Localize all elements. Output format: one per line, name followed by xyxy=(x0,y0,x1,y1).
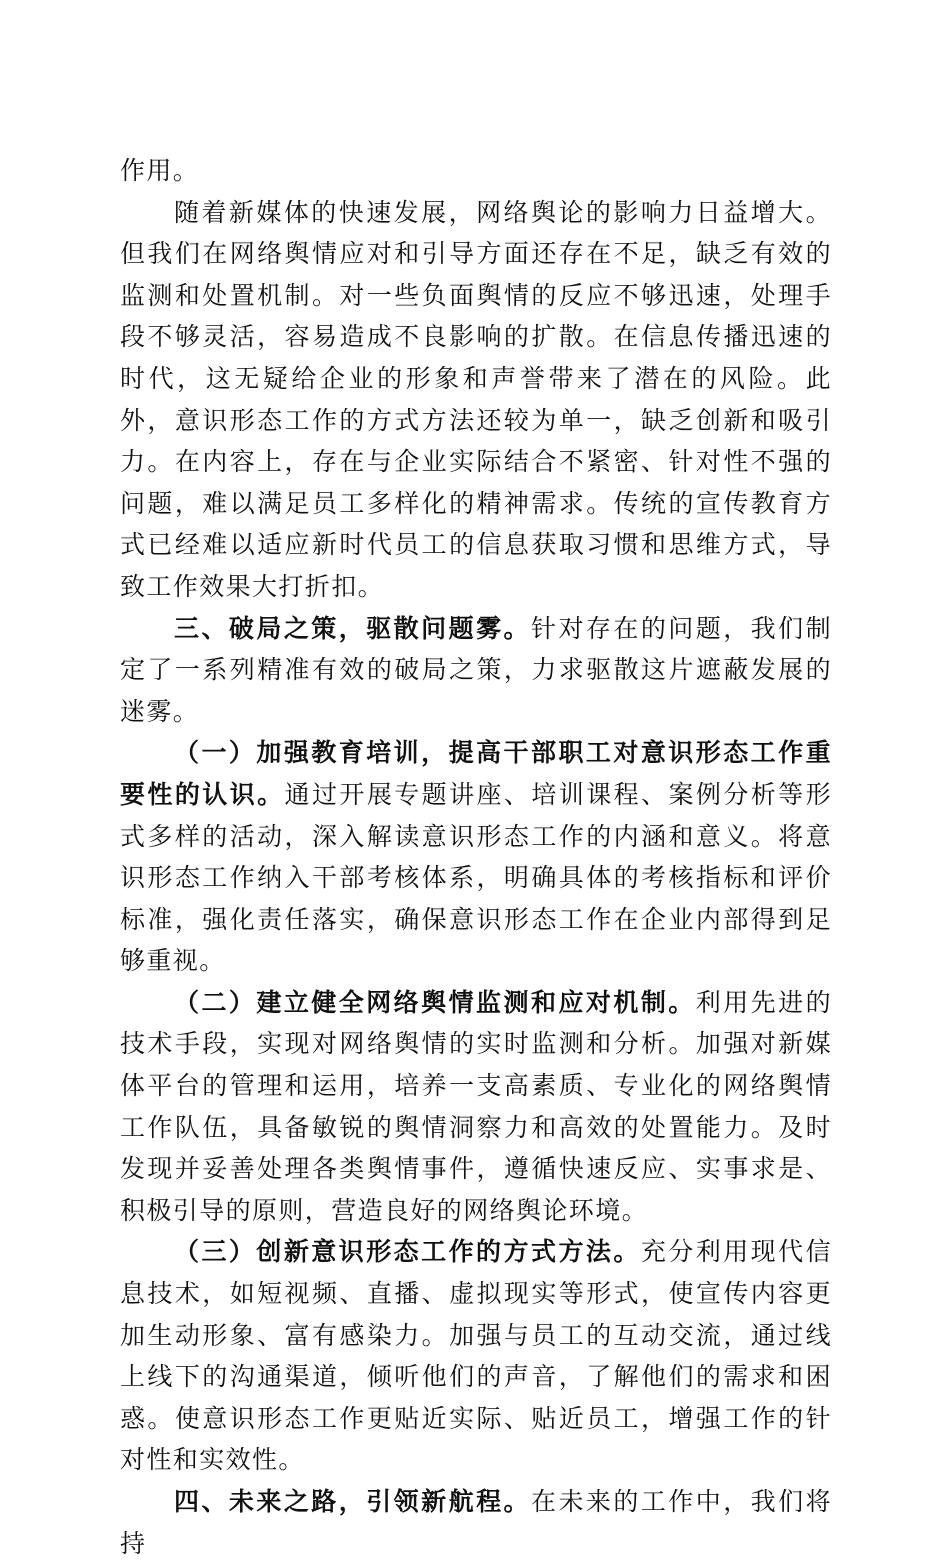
paragraph-text: 随着新媒体的快速发展，网络舆论的影响力日益增大。但我们在网络舆情应对和引导方面还存在不足，缺乏有效的监测和处置机制。对一些负面舆情的反应不够迅速，处理手段不够灵活，容易造成不良影响的扩散。在信息传播迅速的时代，这无疑给企业的形象和声誉带来了潜在的风险。此外，意识形态工作的方式方法还较为单一，缺乏创新和吸引力。在内容上，存在与企业实际结合不紧密、针对性不强的问题，难以满足员工多样化的精神需求。传统的宣传教育方式已经难以适应新时代员工的信息获取习惯和思维方式，导致工作效果大打折扣。 xyxy=(120,197,832,601)
section-heading: 四、未来之路，引领新航程。 xyxy=(174,1487,531,1516)
section-heading: 三、破局之策，驱散问题雾。 xyxy=(174,613,531,643)
subsection-heading: （二）建立健全网络舆情监测和应对机制。 xyxy=(174,987,696,1017)
paragraph-text: 作用。 xyxy=(120,156,200,185)
paragraph-text: 充分利用现代信息技术，如短视频、直播、虚拟现实等形式，使宣传内容更加生动形象、富有感染力。加强与员工的互动交流，通过线上线下的沟通渠道，倾听他们的声音，了解他们的需求和困惑。使意识形态工作更贴近实际、贴近员工，增强工作的针对性和实效性。 xyxy=(120,1237,832,1475)
paragraph-continuation xyxy=(120,150,832,192)
subsection-three-paragraph xyxy=(120,1231,832,1481)
paragraph-new-media xyxy=(120,192,832,608)
subsection-heading: （三）创新意识形态工作的方式方法。 xyxy=(174,1237,641,1267)
paragraph-text: 在未来的工作中，我们将持 xyxy=(120,1487,833,1558)
document-page xyxy=(120,150,832,1564)
paragraph-text: 通过开展专题讲座、培训课程、案例分析等形式多样的活动，深入解读意识形态工作的内涵和意义。将意识形态工作纳入干部考核体系，明确具体的考核指标和评价标准，强化责任落实，确保意识形态工作在企业内部得到足够重视。 xyxy=(120,779,832,976)
section-four-paragraph xyxy=(120,1481,832,1564)
paragraph-text: 利用先进的技术手段，实现对网络舆情的实时监测和分析。加强对新媒体平台的管理和运用，培养一支高素质、专业化的网络舆情工作队伍，具备敏锐的舆情洞察力和高效的处置能力。及时发现并妥善处理各类舆情事件，遵循快速反应、实事求是、积极引导的原则，营造良好的网络舆论环境。 xyxy=(120,987,832,1225)
section-three-paragraph xyxy=(120,608,832,733)
subsection-heading: （一）加强教育培训，提高干部职工对意识形态工作重要性的认识。 xyxy=(120,738,832,809)
subsection-two-paragraph xyxy=(120,982,832,1232)
paragraph-text: 针对存在的问题，我们制定了一系列精准有效的破局之策，力求驱散这片遮蔽发展的迷雾。 xyxy=(120,613,833,726)
subsection-one-paragraph xyxy=(120,732,832,982)
